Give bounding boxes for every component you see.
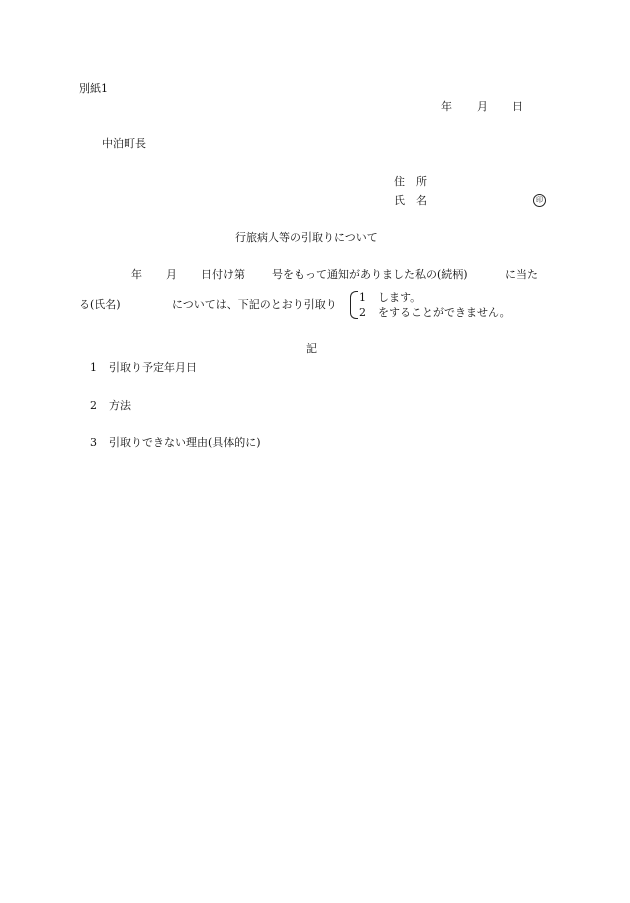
date-day: 日 [512, 100, 523, 113]
document-title: 行旅病人等の引取りについて [235, 231, 378, 244]
item-3-number: 3 [90, 436, 97, 449]
body-line2-start: る(氏名) [79, 298, 121, 311]
item-3-text: 引取りできない理由(具体的に) [109, 436, 261, 449]
item-2-text: 方法 [109, 399, 131, 412]
addressee: 中泊町長 [102, 137, 146, 150]
body-year: 年 [131, 268, 142, 281]
item-1-text: 引取り予定年月日 [109, 361, 197, 374]
item-1-number: 1 [90, 361, 97, 374]
option-2-text: をすることができません。 [378, 306, 511, 319]
option-brace [350, 291, 358, 319]
seal-mark: 印 [533, 194, 546, 207]
item-2-number: 2 [90, 399, 97, 412]
option-2-number: 2 [359, 306, 366, 319]
body-line2-mid: については、下記のとおり引取り [172, 298, 337, 311]
attachment-label: 別紙1 [79, 82, 108, 95]
option-1-text: します。 [378, 291, 422, 304]
body-notice-text: 号をもって通知がありました私の(続柄) [272, 268, 468, 281]
option-1-number: 1 [359, 291, 366, 304]
date-year: 年 [441, 100, 452, 113]
date-month: 月 [477, 100, 488, 113]
address-label: 住 所 [394, 175, 427, 188]
body-month: 月 [166, 268, 177, 281]
ki-heading: 記 [306, 342, 317, 355]
name-label: 氏 名 [394, 194, 427, 207]
body-dated-no: 日付け第 [201, 268, 245, 281]
body-correspond: に当た [505, 268, 538, 281]
